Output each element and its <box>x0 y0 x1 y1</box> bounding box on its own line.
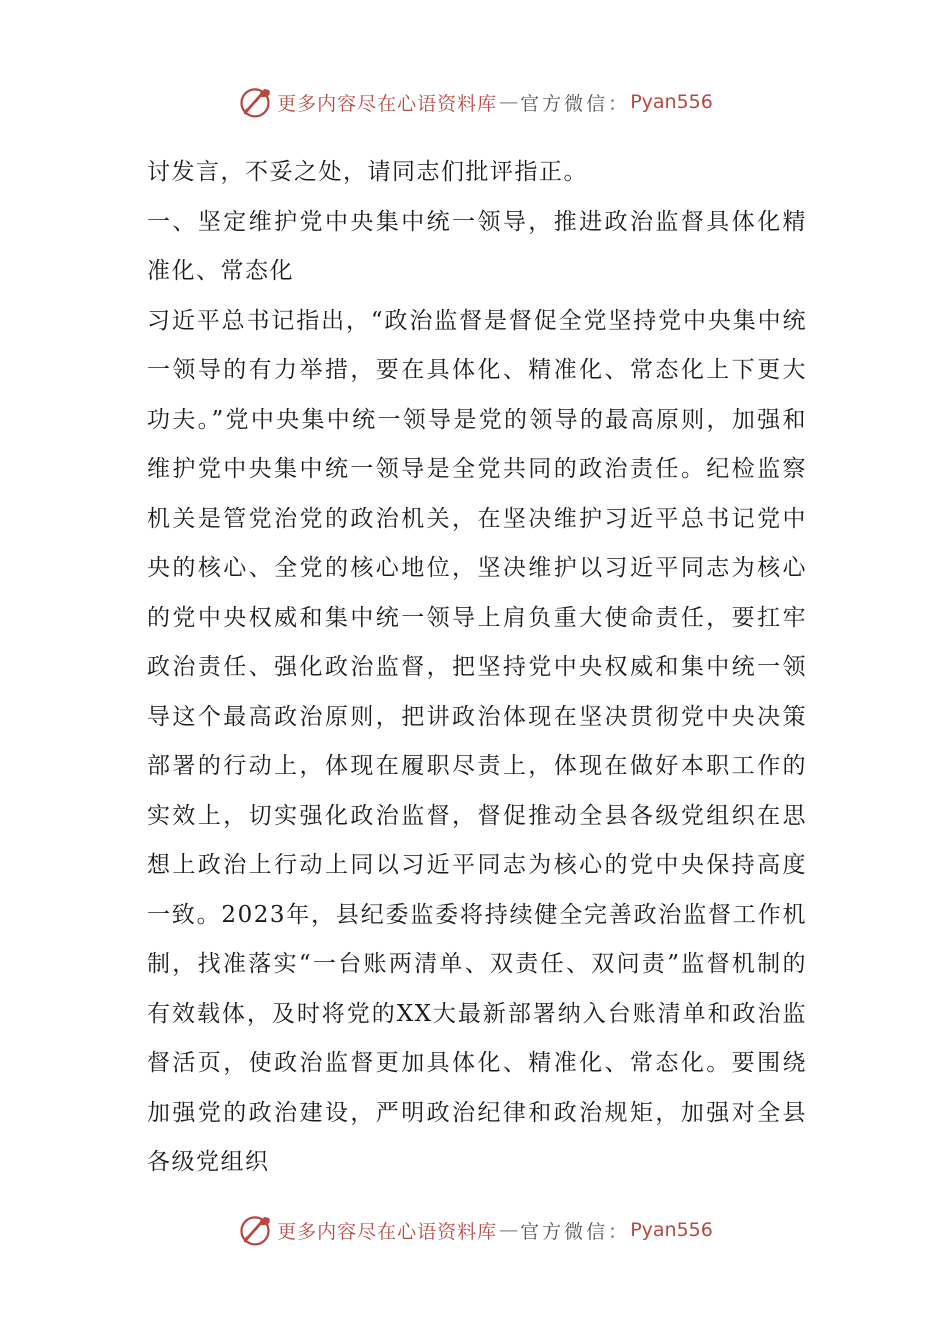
document-body <box>147 148 807 1188</box>
section-heading: 一、坚定维护党中央集中统一领导，推进政治监督具体化精准化、常态化 <box>147 208 807 284</box>
banner-separator: — <box>499 91 519 113</box>
quill-pen-logo-icon <box>237 84 273 120</box>
header-banner <box>0 80 950 124</box>
banner-slogan: 更多内容尽在心语资料库 <box>277 92 498 115</box>
banner-wechat-id: Pyan556 <box>630 1219 713 1241</box>
quill-pen-logo-icon <box>237 1212 273 1248</box>
body-paragraph: 讨发言，不妥之处，请同志们批评指正。 <box>147 159 588 185</box>
banner-wechat-label: 官方微信： <box>520 92 631 115</box>
footer-banner <box>0 1208 950 1252</box>
banner-wechat-id: Pyan556 <box>630 91 713 113</box>
banner-wechat-label: 官方微信： <box>520 1220 631 1243</box>
body-paragraph: 习近平总书记指出，“政治监督是督促全党坚持党中央集中统一领导的有力举措，要在具体化、精准化、常态化上下更大功夫。”党中央集中统一领导是党的领导的最高原则，加强和维护党中央集中统一领导是全党共同的政治责任。纪检监察机关是管党治党的政治机关，在坚决维护习近平总书记党中央的核心、全党的核心地位，坚决维护以习近平同志为核心的党中央权威和集中统一领导上肩负重大使命责任，要扛牢政治责任、强化政治监督，把坚持党中央权威和集中统一领导这个最高政治原则，把讲政治体现在坚决贯彻党中央决策部署的行动上，体现在履职尽责上，体现在做好本职工作的实效上，切实强化政治监督，督促推动全县各级党组织在思想上政治上行动上同以习近平同志为核心的党中央保持高度一致。2023年，县纪委监委将持续健全完善政治监督工作机制，找准落实“一台账两清单、双责任、双问责”监督机制的有效载体，及时将党的XX大最新部署纳入台账清单和政治监督活页，使政治监督更加具体化、精准化、常态化。要围绕加强党的政治建设，严明政治纪律和政治规矩，加强对全县各级党组织 <box>147 307 807 1175</box>
banner-separator: — <box>499 1219 519 1241</box>
banner-slogan: 更多内容尽在心语资料库 <box>277 1220 498 1243</box>
